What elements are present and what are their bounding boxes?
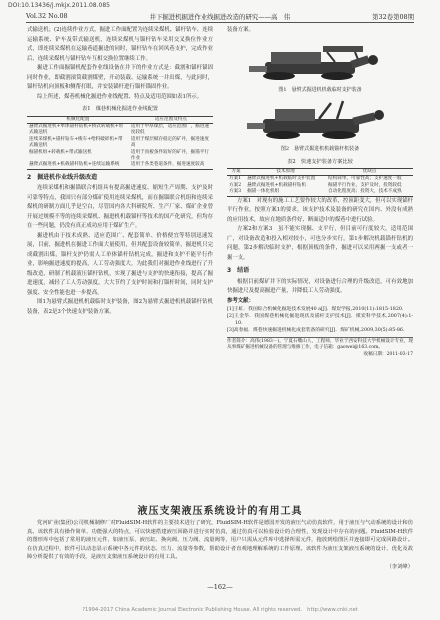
config-table <box>27 116 213 170</box>
table-cell: 方案2 <box>229 182 242 188</box>
table-cell: 方案1 <box>229 176 242 182</box>
roadheader-bolter-image <box>227 97 413 143</box>
table-cell: 自动化程度高；投资大，技术不成熟 <box>326 189 413 196</box>
references <box>227 298 413 335</box>
table-cell: 适用于中厚煤层，适应范围广，掘进速度较低 <box>130 123 209 136</box>
left-column <box>27 26 213 317</box>
author-bio: 作者简介：高伟(1983－)，宁夏石嘴山人，工程师，毕业于西安科技大学机械设计专业，现从事煤矿掘进机械设备的管理与维修工作，电子信箱：gaowei@163.com。 <box>227 338 413 351</box>
section-heading: 3 结语 <box>227 267 250 275</box>
figure-1 <box>227 38 413 84</box>
header-issue: 第32卷第08期 <box>372 13 414 21</box>
table-cell: 适用于顶板条件较好的矿井，掘锚平行作业 <box>130 149 209 161</box>
table-cell: 掘锚平行作业，支护及时，投资较低 <box>328 182 402 188</box>
reference-item: [3]高春福．煤巷快速掘进机械化成套装备的研究[J]．煤矿机械,2009,30(5):85-86. <box>227 328 405 334</box>
paragraph: 方案1 对现有的施工工艺要作较大的改革，控顶距变大，但可以实现锚杆平行作业，按照方案1的要求，该支护技术及装备的研究在国内、外没有成熟的应用技术，故应在地质条件好、断面适中的煤巷中进行试验。 <box>227 197 413 223</box>
references-title: 参考文献： <box>227 297 254 304</box>
header-title: 井下掘进机掘进作业线掘进改造的研究——高 伟 <box>149 13 291 21</box>
doi-label: DOI:10.13436/j.mkjx.2011.08.085 <box>8 2 110 9</box>
table-cell: 掘锚一体化机组 <box>245 189 326 196</box>
table-header: 机械化配置 <box>27 116 129 123</box>
header-volume: Vol.32 No.08 <box>26 12 68 20</box>
copyright-footer: ?1994-2017 China Academic Journal Electronic Publishing House. All rights reserved. http://www.cnki.net <box>82 607 358 613</box>
table-cell: 悬臂式掘进机+机载锚杆钻机+连续运输系统 <box>27 162 129 169</box>
right-column <box>227 26 413 359</box>
table-cell: 连续采煤机+锚杆钻车+梭车+给料破碎机+带式输送机 <box>29 136 123 149</box>
paragraph: 掘进工作面掘锚机配套作业线设备在井下的作业方式是：截割和锚杆锚固同时作业，即截割滚筒截割煤壁，开动装载、运输系统一并出煤，与此同时，锚杆钻机向顶板和侧帮打眼，并安装锚杆进行锚杆锚固作业。 <box>27 65 213 90</box>
reference-item: [2]王金华．我国煤巷机械化掘进现状及锚杆支护技术[J]．煤炭科学技术,2007(4):1-10. <box>227 314 413 327</box>
paragraph: 方案2和方案3 虽不能实现掘、支平行，但目前可行度较大，适用范围广，对设备改造和投入相对较小，可也分步实行，第1步解决机载锚杆钻机的问题，第2步解决临时支护，根据顶板的条件，掘进可以采用两掘一支或者一掘一支。 <box>227 226 413 261</box>
section-heading: 2 掘进机作业线升级改造 <box>27 173 98 181</box>
paragraph: 连续采煤机和掘锚联合机组具有提高掘进速度、缩短生产周期、支护及时可靠等特点，我国只有部分煤矿使用连续采煤机，而在掘锚联合机组和连续采煤机的研制方面几乎是空白，尽管国内各大科研院所、生产厂家、煤矿企业曾开展过规模不等的连续采煤机、掘进机机载锚杆等技术的国产化研究，但均存在一些问题，仍没有真正成功应用于煤矿生产。 <box>27 185 213 230</box>
story-text: 党河矿业(集团)公司机械制修厂对FluidSIM-H软件的主要技术进行了研究，FluidSIM-H软件是德国开发的液压气动仿真软件，用于液压与气动系统的设计和仿真。该软件具有操作简单、功能强大的特点，可以快速搭建液压回路并进行实时仿真，通过仿真可以检验设计的合理性，发现设计中存在的问题。FluidSIM-H软件的图形库中包括了常用的液压元件，如液压泵、液压缸、换向阀、压力阀、流量阀等，用户只需从元件库中选择所需元件，拖放到绘图区并连接即可完成回路设计。在仿真过程中，软件可以动态显示系统中各元件的状态、压力、流量等参数，帮助设计者直观地理解系统的工作原理。该软件为液压支架液压系统的设计、优化及故障分析提供了有效的手段，是液压支架液压系统设计的有用工具。 <box>27 520 413 561</box>
scheme-table <box>227 168 413 197</box>
table-cell: 悬臂式掘进机+机载临时支护装置 <box>247 176 316 182</box>
running-header <box>26 12 414 23</box>
reference-item: [1]王虹．我国综合机械化掘进技术发展40 a[J]．煤炭学报,2010(11):1815-1820. <box>227 306 404 312</box>
table-cell: 悬臂式掘进机+单体锚杆钻机+桥式转载机+带式输送机 <box>29 123 124 136</box>
figure-2 <box>227 97 413 143</box>
table-header: 适应范围及特点 <box>129 116 213 123</box>
table-row <box>227 176 413 183</box>
paragraph: 掘进机由于技术成熟、适应范围广、配套简单、价格便宜等特别迅速发展，目前，掘进机在掘进工作面大量使用，但其配套设备较简单，掘进机只完成截割出煤，锚杆支护仍需人工单体锚杆钻机完成，掘进和支护不能平行作业，影响掘进速度的提高，人工劳动强度大。为此我们对掘进作业线进行了升级改造，研制了机载液压锚杆钻机，实现了掘进与支护的快速衔接，提高了掘进速度，减轻了工人劳动强度，大大节约了支护时间和打锚杆时间，同时支护强度、安全性能也进一步提高。 <box>27 232 213 296</box>
table-row <box>227 189 413 196</box>
table-cell: 适用于各类巷道条件，掘进速度较高 <box>129 162 213 169</box>
table-header: 优缺点 <box>326 169 413 176</box>
paragraph: 图1为悬臂式掘进机机载临时支护装备，图2为悬臂式掘进机机载锚杆钻机装备，表2是3个快速支护装备方案。 <box>27 299 213 315</box>
table-caption: 表2 快速支护装备方案比较 <box>287 158 353 165</box>
table-cell: 方案3 <box>227 189 245 196</box>
table-header: 方案 <box>227 169 245 176</box>
figure-caption: 图2 悬臂式掘进机机载锚杆机装备 <box>280 146 360 152</box>
table-row <box>27 123 213 136</box>
paragraph: 综上所述，煤巷机械化掘进作业线配置、特点及适用范围如表1所示。 <box>37 93 203 100</box>
table-cell: 掘锚机组+转载机+带式输送机 <box>29 149 92 155</box>
received-date: 收稿日期：2011-03-17 <box>363 352 413 358</box>
roadheader-temporary-support-image <box>227 38 413 84</box>
table-cell: 结构简单，可靠性高；支护速度一般 <box>328 176 402 182</box>
story-title: 液压支架液压系统设计的有用工具 <box>137 506 303 517</box>
table-cell: 悬臂式掘进机+机载锚杆钻机 <box>247 182 307 188</box>
table-row <box>27 150 213 163</box>
story-author: （李刘峰） <box>386 563 413 570</box>
paragraph: 根据目前煤矿井下的实际情况，对设备进行合理的升级改造，可有效地加快掘进尺及提高掘进产量，并降低工人劳动强度。 <box>227 278 413 295</box>
paragraph: 装备方案。 <box>227 27 254 33</box>
page-number: —162— <box>207 583 233 591</box>
table-row <box>27 162 213 169</box>
author-note <box>227 337 413 359</box>
news-story <box>27 502 413 570</box>
table-caption: 表1 煤巷机械化掘进作业线配置 <box>82 106 158 112</box>
table-cell: 适用于煤层赋存稳定的矿井，掘进速度高 <box>130 136 209 149</box>
figure-caption: 图1 悬臂式掘进机机载临时支护装备 <box>278 86 362 93</box>
table-row <box>27 137 213 150</box>
paragraph: 式输送机；(2)连续作业方式，掘进工作面配置为连续采煤机、锚杆钻车、连续运输系统、铲车及带式输送机，连续采煤机与锚杆钻车采用交叉换位作业方式，即连续采煤机在运输巷道掘进的同时，锚杆钻车在回风巷支护，完成作业后，连续采煤机与锚杆钻车互相交换位置继续工作。 <box>27 27 213 62</box>
table-header: 技术原理 <box>245 169 326 176</box>
